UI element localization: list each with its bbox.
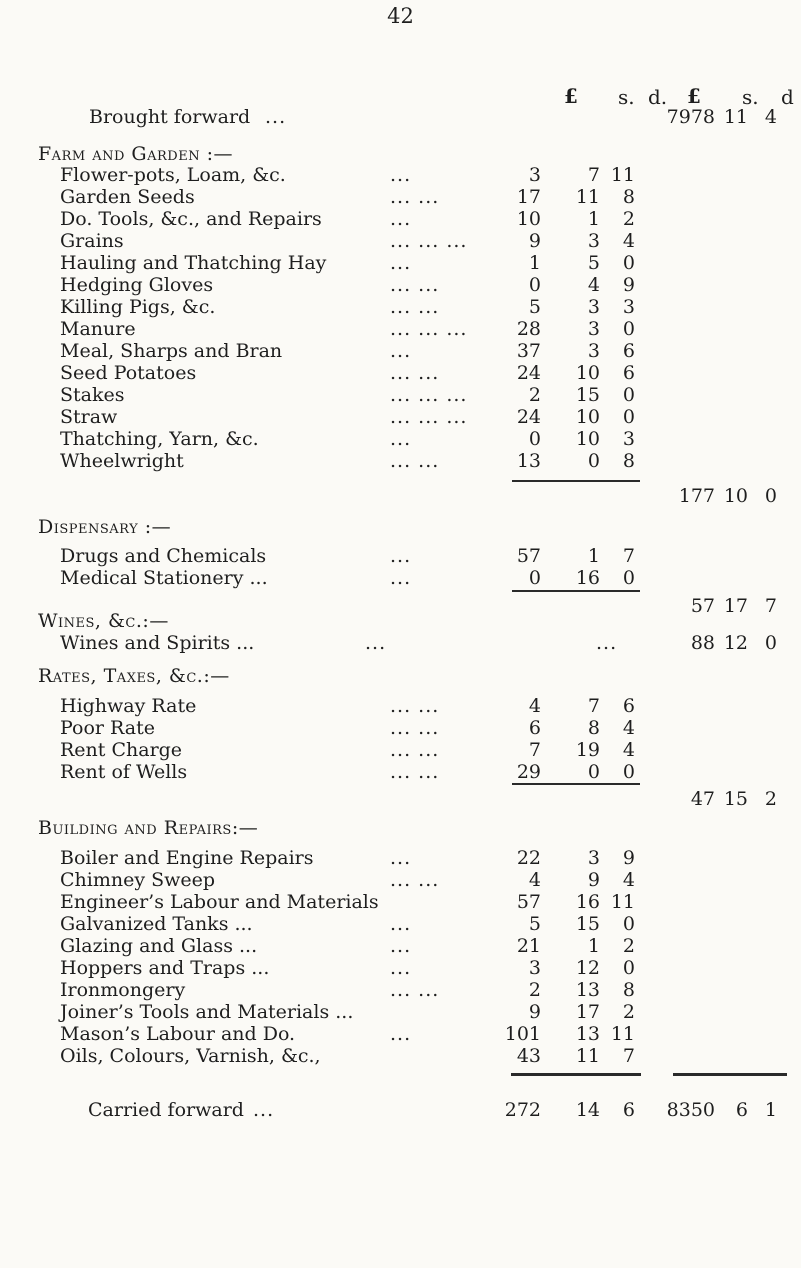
line-item-shillings: 7 [587,164,600,186]
line-item-dots: ... ... [390,717,440,739]
line-item-shillings: 9 [587,869,600,891]
line-item-shillings: 8 [587,717,600,739]
line-item-pounds: 22 [516,847,541,869]
section-total-pounds: 47 [690,788,715,810]
line-item-label: Drugs and Chemicals [60,545,267,567]
subtotal-rule [512,480,640,482]
line-item-total-pounds: 88 [690,632,715,654]
line-item-pounds: 10 [516,208,541,230]
section-title: Dispensary :— [38,516,172,538]
line-item-pounds: 29 [516,761,541,783]
line-item-total-pence: 0 [764,632,777,654]
section-title: Building and Repairs:— [38,817,259,839]
section-total-shillings: 17 [723,595,748,617]
line-item-dots: ... [390,545,412,567]
line-item-pounds: 24 [516,362,541,384]
line-item-pence: 0 [622,957,635,979]
brought-forward-shillings: 11 [723,106,748,128]
line-item-shillings: 1 [587,208,600,230]
line-item-label: Rent Charge [60,739,183,761]
line-item-label: Mason’s Labour and Do. [60,1023,296,1045]
subtotal-rule [512,783,640,785]
line-item-pence: 9 [622,274,635,296]
carried-forward-dots: ... [253,1099,275,1121]
line-item-label: Stakes [60,384,125,406]
line-item-pence: 6 [622,695,635,717]
line-item-pounds: 17 [516,186,541,208]
line-item-total-shillings: 12 [723,632,748,654]
line-item-pence: 11 [610,164,635,186]
line-item-label: Hedging Gloves [60,274,214,296]
line-item-dots: ... ... [390,695,440,717]
section-total-pounds: 57 [690,595,715,617]
line-item-label: Grains [60,230,124,252]
brought-forward-pounds: 7978 [666,106,715,128]
line-item-pounds: 43 [516,1045,541,1067]
carried-forward-mid-pounds: 272 [504,1099,541,1121]
line-item-pounds: 13 [516,450,541,472]
line-item-shillings: 10 [575,362,600,384]
line-item-pounds: 21 [516,935,541,957]
line-item-pence: 11 [610,891,635,913]
line-item-pence: 8 [622,979,635,1001]
line-item-dots: ... ... [390,362,440,384]
line-item-shillings: 12 [575,957,600,979]
line-item-pounds: 5 [528,296,541,318]
line-item-pounds: 9 [528,230,541,252]
line-item-shillings: 16 [575,567,600,589]
header-right-shillings: s. [742,85,759,109]
line-item-shillings: 1 [587,935,600,957]
line-item-dots: ... [390,935,412,957]
line-item-pence: 0 [622,913,635,935]
line-item-label: Do. Tools, &c., and Repairs [60,208,322,230]
line-item-pence: 2 [622,1001,635,1023]
line-item-pence: 4 [622,739,635,761]
line-item-pounds: 2 [528,979,541,1001]
line-item-dots: ... [390,913,412,935]
section-total-shillings: 15 [723,788,748,810]
line-item-label: Hoppers and Traps ... [60,957,270,979]
line-item-label: Ironmongery [60,979,186,1001]
line-item-pence: 8 [622,186,635,208]
header-right-pounds: £ [687,84,701,108]
line-item-dots: ... ... [390,739,440,761]
carried-forward-right-pence: 1 [764,1099,777,1121]
line-item-shillings: 3 [587,318,600,340]
line-item-label: Garden Seeds [60,186,195,208]
line-item-shillings: 11 [575,1045,600,1067]
line-item-pounds: 7 [528,739,541,761]
line-item-shillings: 11 [575,186,600,208]
line-item-shillings: 13 [575,1023,600,1045]
line-item-pence: 4 [622,869,635,891]
line-item-pounds: 28 [516,318,541,340]
carried-rule-mid [511,1073,641,1076]
line-item-label: Killing Pigs, &c. [60,296,216,318]
line-item-dots: ... [390,1023,412,1045]
section-title: Farm and Garden :— [38,143,234,165]
carried-forward-label: Carried forward [88,1099,244,1121]
line-item-pounds: 57 [516,545,541,567]
carried-forward-right-shillings: 6 [735,1099,748,1121]
line-item-pence: 0 [622,761,635,783]
line-item-pounds: 24 [516,406,541,428]
line-item-dots: ... ... [390,869,440,891]
line-item-mid-dots: ... [596,632,618,654]
line-item-label: Wines and Spirits ... [60,632,255,654]
line-item-pounds: 3 [528,164,541,186]
line-item-pence: 9 [622,847,635,869]
section-total-pence: 0 [764,485,777,507]
line-item-dots: ... [390,567,412,589]
line-item-pounds: 0 [528,567,541,589]
line-item-label: Poor Rate [60,717,155,739]
header-right-pence: d [781,85,794,109]
line-item-dots: ... ... ... [390,318,468,340]
line-item-label: Thatching, Yarn, &c. [60,428,259,450]
header-mid-pence: d. [648,85,668,109]
line-item-dots: ... ... ... [390,384,468,406]
line-item-label: Boiler and Engine Repairs [60,847,314,869]
line-item-pence: 7 [622,1045,635,1067]
line-item-shillings: 0 [587,450,600,472]
line-item-pence: 2 [622,935,635,957]
line-item-pence: 11 [610,1023,635,1045]
line-item-shillings: 16 [575,891,600,913]
line-item-pounds: 9 [528,1001,541,1023]
line-item-label: Highway Rate [60,695,197,717]
line-item-dots: ... [390,340,412,362]
line-item-pence: 7 [622,545,635,567]
line-item-label: Chimney Sweep [60,869,216,891]
line-item-label: Medical Stationery ... [60,567,268,589]
line-item-label: Manure [60,318,136,340]
line-item-pounds: 101 [504,1023,541,1045]
line-item-dots: ... [390,164,412,186]
line-item-pounds: 1 [528,252,541,274]
line-item-dots: ... [390,428,412,450]
line-item-shillings: 5 [587,252,600,274]
line-item-shillings: 3 [587,296,600,318]
line-item-label: Engineer’s Labour and Materials [60,891,379,913]
line-item-pence: 0 [622,384,635,406]
line-item-dots: ... [390,957,412,979]
line-item-label: Hauling and Thatching Hay [60,252,327,274]
line-item-label: Joiner’s Tools and Materials ... [60,1001,354,1023]
section-total-pence: 2 [764,788,777,810]
line-item-shillings: 19 [575,739,600,761]
line-item-label: Rent of Wells [60,761,188,783]
line-item-pence: 6 [622,362,635,384]
line-item-dots: ... ... [390,186,440,208]
line-item-label: Galvanized Tanks ... [60,913,253,935]
section-total-shillings: 10 [723,485,748,507]
line-item-shillings: 15 [575,384,600,406]
header-mid-shillings: s. [618,85,635,109]
carried-rule-right [673,1073,787,1076]
line-item-pounds: 6 [528,717,541,739]
line-item-label: Flower-pots, Loam, &c. [60,164,286,186]
section-title: Wines, &c.:— [38,610,169,632]
line-item-dots: ... ... [390,761,440,783]
line-item-label: Straw [60,406,118,428]
section-total-pounds: 177 [678,485,715,507]
line-item-shillings: 17 [575,1001,600,1023]
header-mid-pounds: £ [564,84,578,108]
line-item-shillings: 3 [587,340,600,362]
line-item-dots: ... [390,847,412,869]
line-item-dots: ... [390,252,412,274]
line-item-pounds: 37 [516,340,541,362]
line-item-dots: ... [390,208,412,230]
line-item-pounds: 4 [528,695,541,717]
line-item-pence: 0 [622,406,635,428]
line-item-pence: 3 [622,296,635,318]
line-item-dots: ... ... ... [390,406,468,428]
line-item-shillings: 1 [587,545,600,567]
line-item-dots: ... [365,632,387,654]
line-item-pounds: 4 [528,869,541,891]
page-number: 42 [387,4,414,28]
line-item-dots: ... ... [390,979,440,1001]
section-total-pence: 7 [764,595,777,617]
line-item-pence: 6 [622,340,635,362]
line-item-pence: 3 [622,428,635,450]
line-item-pounds: 2 [528,384,541,406]
line-item-shillings: 10 [575,428,600,450]
line-item-label: Oils, Colours, Varnish, &c., [60,1045,321,1067]
line-item-pence: 0 [622,318,635,340]
line-item-label: Meal, Sharps and Bran [60,340,283,362]
line-item-shillings: 0 [587,761,600,783]
line-item-label: Glazing and Glass ... [60,935,258,957]
line-item-shillings: 7 [587,695,600,717]
line-item-pounds: 0 [528,428,541,450]
line-item-pounds: 57 [516,891,541,913]
line-item-pence: 4 [622,230,635,252]
line-item-dots: ... ... ... [390,230,468,252]
line-item-pence: 0 [622,567,635,589]
line-item-pounds: 5 [528,913,541,935]
line-item-shillings: 15 [575,913,600,935]
subtotal-rule [512,590,640,592]
line-item-shillings: 13 [575,979,600,1001]
line-item-shillings: 3 [587,847,600,869]
line-item-pence: 0 [622,252,635,274]
line-item-pounds: 0 [528,274,541,296]
line-item-shillings: 4 [587,274,600,296]
line-item-label: Wheelwright [60,450,184,472]
carried-forward-mid-pence: 6 [622,1099,635,1121]
carried-forward-right-pounds: 8350 [666,1099,715,1121]
line-item-pence: 4 [622,717,635,739]
line-item-pence: 2 [622,208,635,230]
line-item-shillings: 10 [575,406,600,428]
line-item-pence: 8 [622,450,635,472]
line-item-pounds: 3 [528,957,541,979]
line-item-shillings: 3 [587,230,600,252]
brought-forward-pence: 4 [764,106,777,128]
brought-forward-dots: ... [265,106,287,128]
section-title: Rates, Taxes, &c.:— [38,665,230,687]
line-item-dots: ... ... [390,450,440,472]
line-item-dots: ... ... [390,274,440,296]
carried-forward-mid-shillings: 14 [575,1099,600,1121]
line-item-dots: ... ... [390,296,440,318]
brought-forward-label: Brought forward [89,106,251,128]
line-item-label: Seed Potatoes [60,362,197,384]
